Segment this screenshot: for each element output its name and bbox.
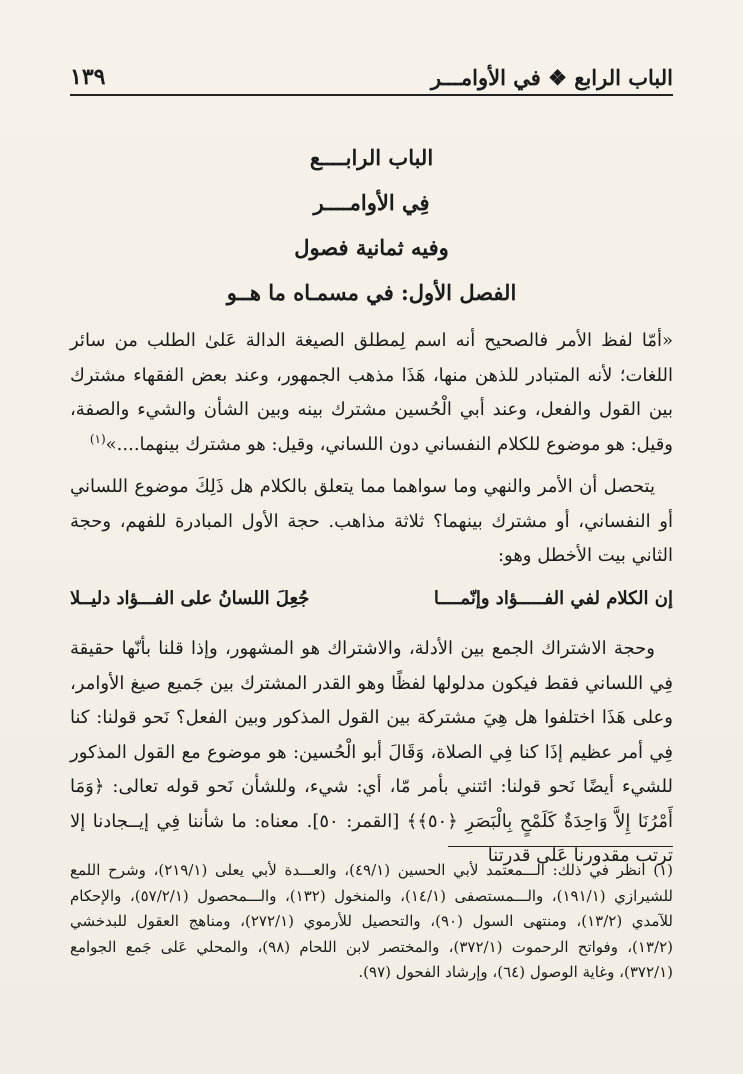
footnote-divider	[448, 846, 673, 847]
section-one-heading: الفصل الأول: في مسمـاه ما هــو	[226, 280, 517, 305]
chapter-subject: فِي الأوامــــر	[313, 190, 430, 215]
running-header-title: الباب الرابع ❖ في الأوامـــر	[430, 65, 673, 90]
verse-second-hemistich: جُعِلَ اللسانُ على الفـــؤاد دليــلا	[70, 587, 310, 609]
verse-first-hemistich: إن الكلام لفي الفـــــؤاد وإنّمــــا	[433, 587, 673, 609]
main-text	[70, 324, 673, 882]
running-header	[70, 54, 673, 90]
footnotes	[70, 858, 673, 986]
poetry-verse	[70, 582, 673, 617]
page-number: ١٣٩	[70, 64, 106, 90]
footnote-1: (١) انظر في ذلك: الـــمعتمد لأبي الحسين (٤٩/١)، والعـــدة لأبي يعلى (٢١٩/١)، وشرح اللمع للشيرازي (١٩١/١)، والـــمستصفى (١٤/١)، والمنخول (١٣٢)، والـــمحصول (٥٧/٢/١)، والإحكام للآمدي (١٣/٢)، ومنتهى السول (٩٠)، والتحصيل للأرموي (٢٧٢/١)، ومناهج العقول للبدخشي (١٣/٢)، وفواتح الرحموت (٣٧٢/١)، والمختصر لابن اللحام (٩٨)، والمحلي عَلى جَمع الجوامع (٣٧٢/١)، وغاية الوصول (٦٤)، وإرشاد الفحول (٩٧).	[70, 861, 674, 981]
paragraph-opinions: يتحصل أن الأمر والنهي وما سواهما مما يتعلق بالكلام هل ذَلِكَ موضوع اللساني أو النفساني، أو مشترك بينهما؟ ثلاثة مذاهب. حجة الأول المبادرة للفهم، وحجة الثاني بيت الأخطل وهو:	[70, 476, 673, 566]
header-divider	[70, 94, 673, 96]
chapter-title: الباب الرابــــع	[309, 145, 434, 170]
chapter-headings	[70, 135, 673, 315]
paragraph-quote	[70, 324, 673, 462]
footnote-reference: (١)	[89, 431, 106, 446]
paragraph-commonality: وحجة الاشتراك الجمع بين الأدلة، والاشتراك هو المشهور، وإذا قلنا بأنّها حقيقة فِي اللساني فقط فيكون مدلولها لفظًا وهو القدر المشترك بين جَميع صيغ الأوامر، وعلى هَذَا اختلفوا هل هِيَ مشتركة بين القول المذكور وبين الفعل؟ نَحو قولنا: كنا فِي أمر عظيم إذَا كنا فِي الصلاة، وَقَالَ أبو الْحُسين: هو موضوع مع القول المذكور للشيء أيضًا نَحو قولنا: ائتني بأمر مّا، أي: شيء، وللشأن نَحو قوله تعالى: ﴿وَمَا أَمْرُنَا إِلاَّ وَاحِدَةٌ كَلَمْحٍ بِالْبَصَرِ ﴿٥٠﴾﴾ [القمر: ٥٠]. معناه: ما شأننا فِي إيــجادنا إلا ترتب مقدورنا عَلى قدرتنا	[70, 638, 673, 866]
paragraph-quote-text: «أمّا لفظ الأمر فالصحيح أنه اسم لِمطلق الصيغة الدالة عَلىٰ الطلب من سائر اللغات؛ لأنه المتبادر للذهن منها، هَذَا مذهب الجمهور، وعند بعض الفقهاء مشترك بين القول والفعل، وعند أبي الْحُسين مشترك بينه وبين الشأن والشيء والصفة، وقيل: هو موضوع للكلام النفساني دون اللساني، وقيل: هو مشترك بينهما....»	[70, 330, 673, 455]
sections-count-heading: وفيه ثمانية فصول	[294, 235, 449, 260]
